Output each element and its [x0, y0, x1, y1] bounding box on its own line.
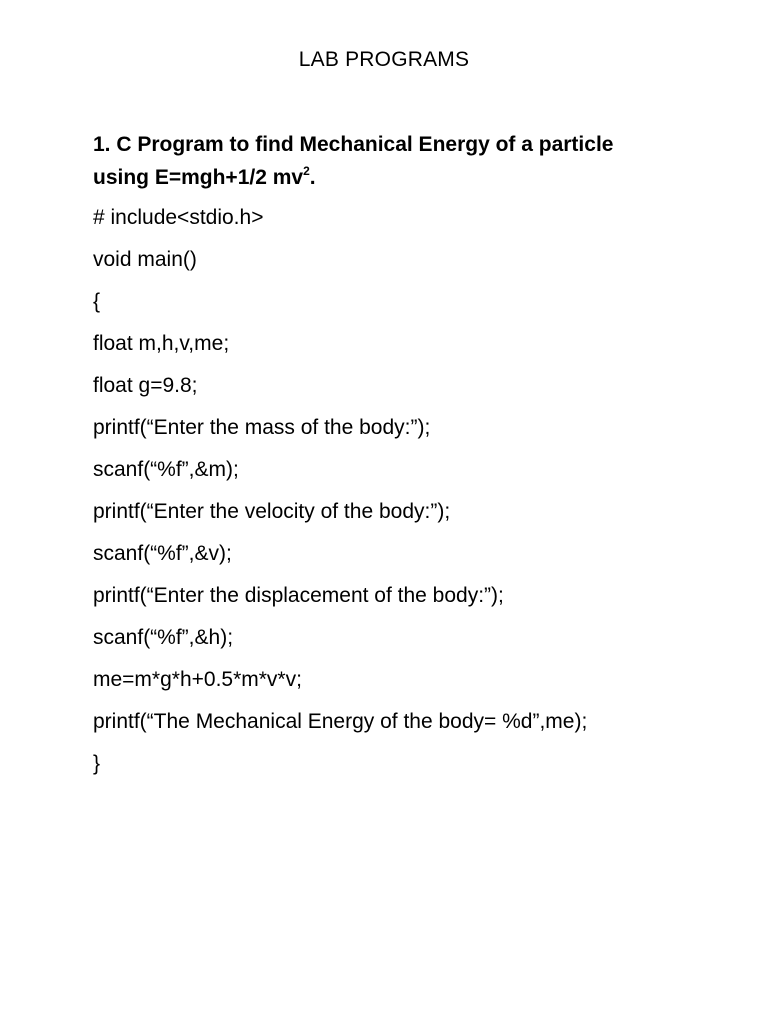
code-line: scanf(“%f”,&m); — [93, 458, 239, 481]
code-line: scanf(“%f”,&h); — [93, 626, 234, 649]
heading-line-1: 1. C Program to find Mechanical Energy of a particle — [93, 133, 614, 156]
heading-formula: using E=mgh+1/2 mv — [93, 166, 304, 189]
program-heading — [93, 128, 693, 194]
code-listing — [93, 201, 733, 789]
heading-line-2 — [93, 161, 693, 194]
code-line: printf(“Enter the mass of the body:”); — [93, 416, 431, 439]
code-line: void main() — [93, 248, 197, 271]
document-title: LAB PROGRAMS — [298, 48, 470, 71]
heading-superscript: 2 — [303, 164, 310, 178]
heading-period: . — [309, 166, 316, 189]
code-line: # include<stdio.h> — [93, 206, 264, 229]
code-line: printf(“Enter the velocity of the body:”); — [93, 500, 451, 523]
code-line: printf(“Enter the displacement of the body:”); — [93, 584, 504, 607]
code-line: printf(“The Mechanical Energy of the body= %d”,me); — [93, 710, 588, 733]
code-line: me=m*g*h+0.5*m*v*v; — [93, 668, 302, 691]
code-line: } — [93, 752, 101, 775]
code-line: float g=9.8; — [93, 374, 198, 397]
code-line: { — [93, 290, 101, 313]
code-line: scanf(“%f”,&v); — [93, 542, 232, 565]
code-line: float m,h,v,me; — [93, 332, 230, 355]
